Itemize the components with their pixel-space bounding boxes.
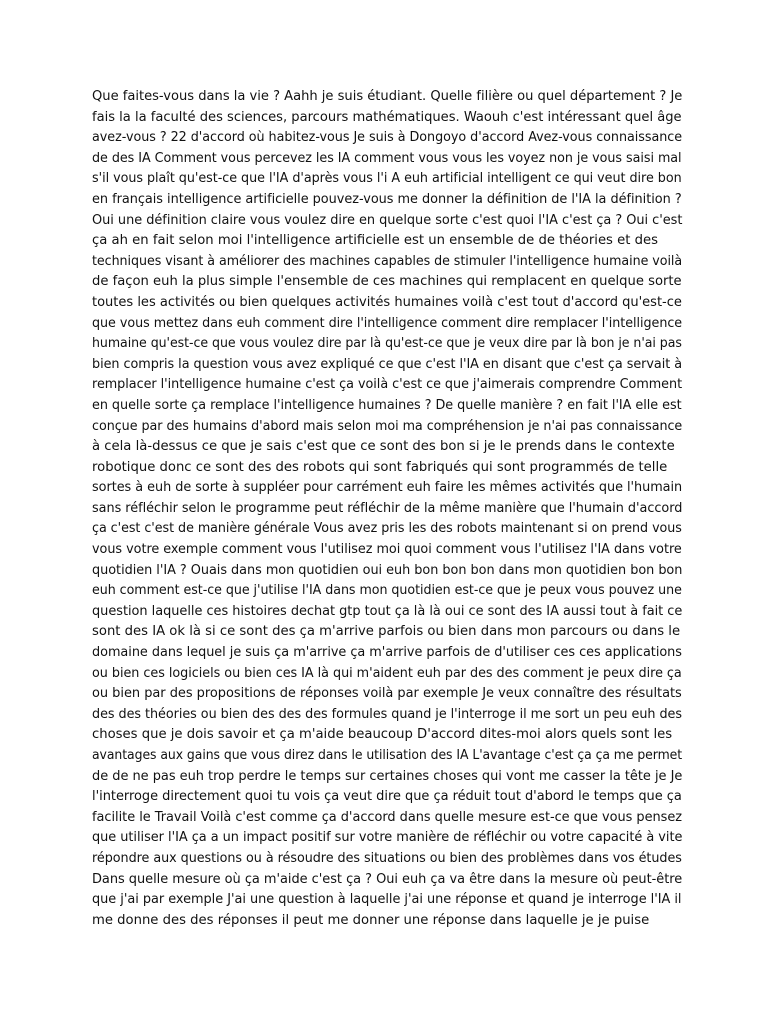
text-line: des des théories ou bien des des des formules quand je l'interroge il me sort un peu euh des — [92, 706, 682, 722]
text-line: ou bien par des propositions de réponses voilà par exemple Je veux connaître des résultats — [92, 686, 682, 702]
text-line: répondre aux questions ou à résoudre des situations ou bien des problèmes dans vos études — [92, 850, 682, 866]
text-line: s'il vous plaît qu'est-ce que l'IA d'après vous l'i A euh artificial intelligent ce qui veut dire bon — [92, 171, 682, 187]
text-line: ça c'est c'est de manière générale Vous avez pris les des robots maintenant si on prend vous — [92, 521, 682, 537]
text-line: l'interroge directement quoi tu vois ça veut dire que ça réduit tout d'abord le temps que ça — [92, 789, 682, 805]
text-line: choses que je dois savoir et ça m'aide beaucoup D'accord dites-moi alors quels sont les — [92, 727, 673, 743]
text-line: de façon euh la plus simple l'ensemble de ces machines qui remplacent en quelque sorte — [92, 274, 682, 290]
text-line: ça ah en fait selon moi l'intelligence artificielle est un ensemble de de théories et des — [92, 233, 658, 249]
text-line: me donne des des réponses il peut me donner une réponse dans laquelle je je puise — [92, 912, 650, 928]
text-line: euh comment est-ce que j'utilise l'IA dans mon quotidien est-ce que je peux vous pouvez une — [92, 583, 682, 599]
text-line: Oui une définition claire vous voulez dire en quelque sorte c'est quoi l'IA c'est ça ? Oui c'est — [92, 212, 683, 228]
text-line: en français intelligence artificielle pouvez-vous me donner la définition de l'IA la définition ? — [92, 191, 682, 207]
text-line: Que faites-vous dans la vie ? Aahh je suis étudiant. Quelle filière ou quel département ? Je — [92, 89, 683, 104]
text-line: avez-vous ? 22 d'accord où habitez-vous Je suis à Dongoyo d'accord Avez-vous connaissance — [92, 130, 683, 146]
text-line: ou bien ces logiciels ou bien ces IA là qui m'aident euh par des des comment je peux dire ça — [92, 665, 682, 681]
text-line: bien compris la question vous avez expliqué ce que c'est l'IA en disant que c'est ça servait à — [92, 356, 683, 372]
text-line: sortes à euh de sorte à suppléer pour carrément euh faire les mêmes activités que l'humain — [92, 480, 683, 496]
text-line: domaine dans lequel je suis ça m'arrive ça m'arrive parfois de d'utiliser ces ces applications — [92, 645, 682, 661]
text-line: sans réfléchir selon le programme peut réfléchir de la même manière que l'humain d'accord — [92, 500, 683, 516]
text-line: quotidien l'IA ? Ouais dans mon quotidien oui euh bon bon bon dans mon quotidien bon bon — [92, 562, 683, 578]
text-line: fais la la faculté des sciences, parcours mathématiques. Waouh c'est intéressant quel âge — [92, 109, 682, 125]
text-line: vous votre exemple comment vous l'utilisez moi quoi comment vous l'utilisez l'IA dans votre — [92, 542, 682, 558]
text-line: en quelle sorte ça remplace l'intelligence humaines ? De quelle manière ? en fait l'IA elle est — [92, 397, 682, 413]
text-line: question laquelle ces histoires dechat gtp tout ça là là oui ce sont des IA aussi tout à fait ce — [92, 603, 683, 619]
text-line: que utiliser l'IA ça a un impact positif sur votre manière de réfléchir ou votre capacité à vite — [92, 830, 683, 846]
text-line: à cela là-dessus ce que je sais c'est que ce sont des bon si je le prends dans le contexte — [92, 439, 675, 455]
text-line: Dans quelle mesure où ça m'aide c'est ça ? Oui euh ça va être dans la mesure où peut-être — [92, 871, 683, 887]
text-line: que vous mettez dans euh comment dire l'intelligence comment dire remplacer l'intelligence — [92, 315, 683, 331]
text-line: conçue par des humains d'abord mais selon moi ma compréhension je n'ai pas connaissance — [92, 418, 683, 434]
text-line: robotique donc ce sont des des robots qui sont fabriqués qui sont programmés de telle — [92, 459, 668, 475]
text-line: facilite le Travail Voilà c'est comme ça d'accord dans quelle mesure est-ce que vous pensez — [92, 809, 683, 825]
text-line: que j'ai par exemple J'ai une question à laquelle j'ai une réponse et quand je interroge l'IA il — [92, 892, 682, 908]
text-line: humaine qu'est-ce que vous voulez dire par là qu'est-ce que je veux dire par là bon je n'ai pas — [92, 336, 682, 352]
text-line: toutes les activités ou bien quelques activités humaines voilà c'est tout d'accord qu'est-ce — [92, 294, 682, 310]
text-line: avantages aux gains que vous direz dans le utilisation des IA L'avantage c'est ça ça me permet — [92, 748, 683, 763]
text-line: de des IA Comment vous percevez les IA comment vous vous les voyez non je vous saisi mal — [92, 150, 682, 166]
text-line: de de ne pas euh trop perdre le temps sur certaines choses qui vont me casser la tête je Je — [92, 768, 683, 784]
text-line: remplacer l'intelligence humaine c'est ça voilà c'est ce que j'aimerais comprendre Comment — [92, 377, 683, 393]
text-line: techniques visant à améliorer des machines capables de stimuler l'intelligence humaine voilà — [92, 253, 683, 269]
text-line: sont des IA ok là si ce sont des ça m'arrive parfois ou bien dans mon parcours ou dans le — [92, 624, 681, 640]
transcript-paragraph — [92, 87, 682, 931]
